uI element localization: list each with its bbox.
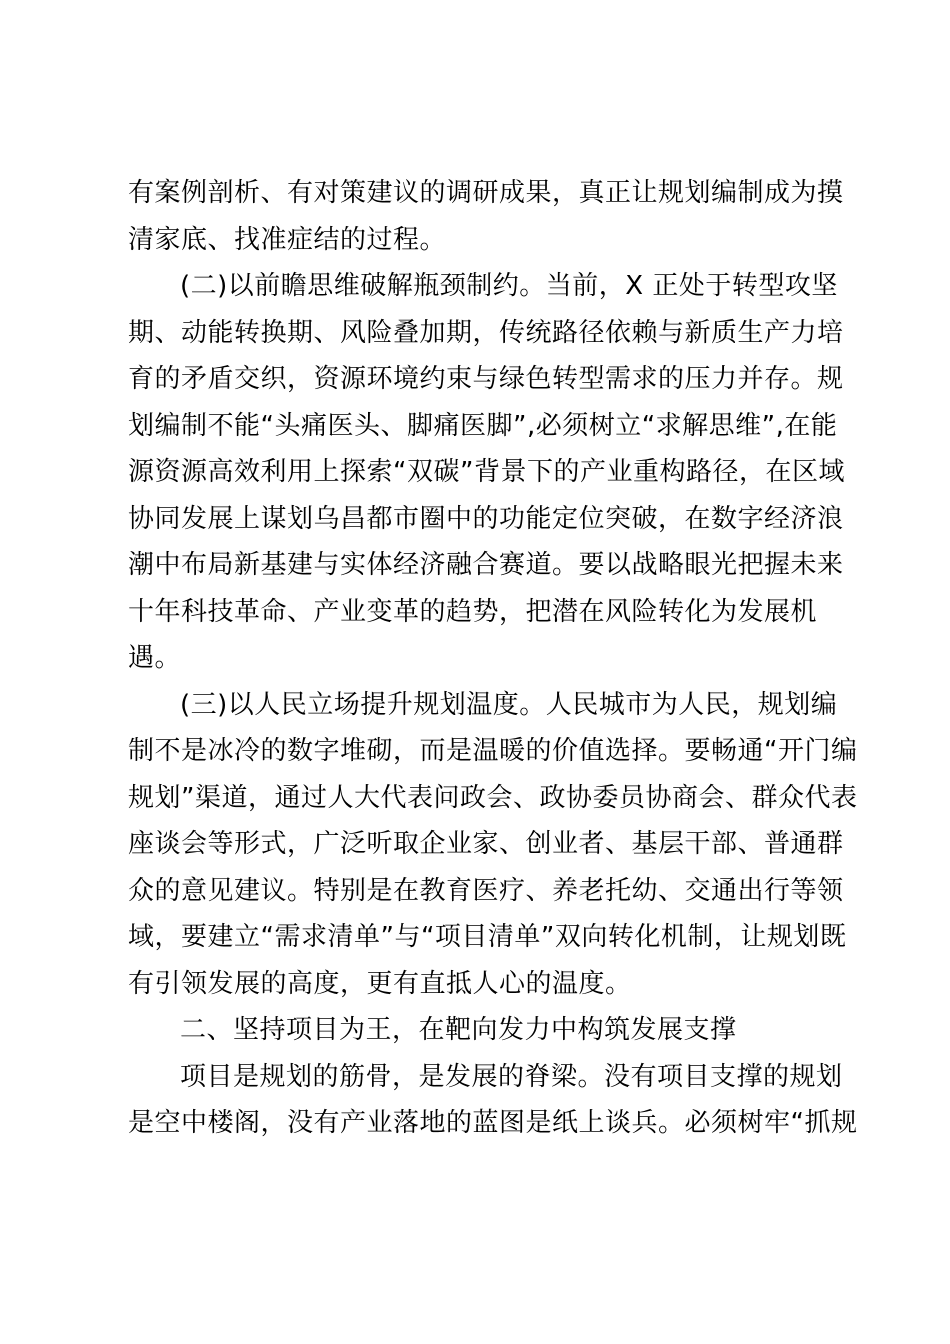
- document-body: [128, 170, 858, 1147]
- text-line: 源资源高效利用上探索“双碳”背景下的产业重构路径，在区域: [128, 457, 845, 487]
- text-line: 清家底、找准症结的过程。: [128, 224, 447, 255]
- text-line: 域，要建立“需求清单”与“项目清单”双向转化机制，让规划既: [128, 922, 847, 952]
- text-line: 十年科技革命、产业变革的趋势，把潜在风险转化为发展机: [128, 596, 818, 627]
- text-line: 座谈会等形式，广泛听取企业家、创业者、基层干部、普通群: [128, 829, 844, 859]
- text-line: 潮中布局新基建与实体经济融合赛道。要以战略眼光把握未来: [128, 550, 844, 580]
- text-line: 制不是冰冷的数字堆砌，而是温暖的价值选择。要畅通“开门编: [128, 736, 858, 766]
- chapter-heading: 二、坚持项目为王，在靶向发力中构筑发展支撑: [180, 1015, 737, 1045]
- section-heading-line: (三)以人民立场提升规划温度。人民城市为人民，规划编: [180, 689, 838, 720]
- text-line: 育的矛盾交织，资源环境约束与绿色转型需求的压力并存。规: [128, 364, 844, 394]
- text-line: 项目是规划的筋骨，是发展的脊梁。没有项目支撑的规划: [180, 1061, 843, 1092]
- text-line: 有案例剖析、有对策建议的调研成果，真正让规划编制成为摸: [128, 178, 844, 208]
- text-line: 期、动能转换期、风险叠加期，传统路径依赖与新质生产力培: [128, 317, 844, 348]
- text-line: 协同发展上谋划乌昌都市圈中的功能定位突破，在数字经济浪: [128, 503, 844, 534]
- text-line: 是空中楼阁，没有产业落地的蓝图是纸上谈兵。必须树牢“抓规: [128, 1108, 858, 1138]
- text-line: 遇。: [128, 643, 182, 673]
- section-heading-line: (二)以前瞻思维破解瓶颈制约。当前，X 正处于转型攻坚: [180, 271, 838, 301]
- text-line: 划编制不能“头痛医头、脚痛医脚”,必须树立“求解思维”,在能: [128, 410, 838, 441]
- text-line: 众的意见建议。特别是在教育医疗、养老托幼、交通出行等领: [128, 875, 844, 906]
- text-line: 规划”渠道，通过人大代表问政会、政协委员协商会、群众代表: [128, 782, 858, 813]
- text-line: 有引领发展的高度，更有直抵人心的温度。: [128, 968, 632, 999]
